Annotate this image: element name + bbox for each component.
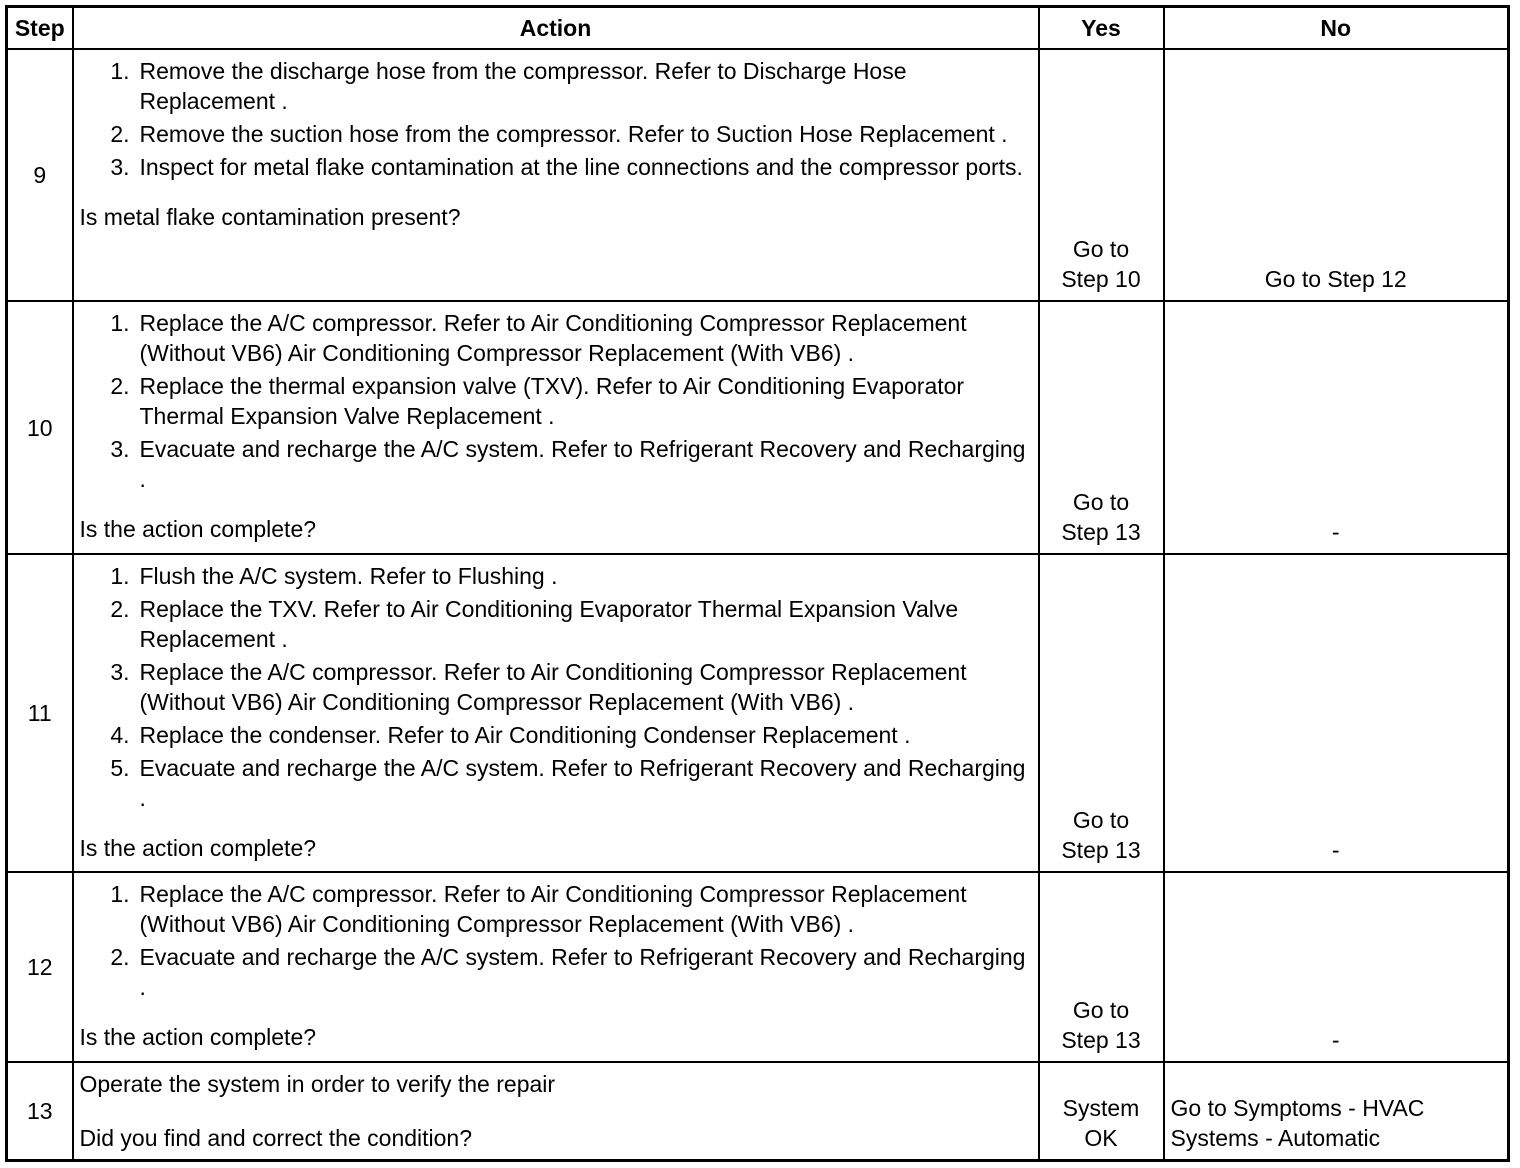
no-result: - bbox=[1164, 301, 1509, 554]
diagnostic-table bbox=[5, 5, 1510, 1162]
action-question: Did you find and correct the condition? bbox=[79, 1125, 473, 1151]
action-question: Is the action complete? bbox=[79, 1024, 317, 1050]
action-question: Is metal flake contamination present? bbox=[79, 204, 461, 230]
action-list bbox=[80, 561, 1034, 813]
yes-result: Go to Step 13 bbox=[1039, 301, 1164, 554]
yes-result: System OK bbox=[1039, 1062, 1164, 1160]
list-item: 1. Remove the discharge hose from the compressor. Refer to Discharge Hose Replacement . bbox=[110, 58, 907, 114]
list-item: 1. Replace the A/C compressor. Refer to Air Conditioning Compressor Replacement (Without VB6) Air Conditioning Compressor Replacement (With VB6) . bbox=[110, 881, 967, 937]
no-result: Go to Step 12 bbox=[1164, 49, 1509, 301]
list-item: 2. Evacuate and recharge the A/C system. Refer to Refrigerant Recovery and Recharging . bbox=[110, 944, 1026, 1000]
yes-result: Go to Step 10 bbox=[1039, 49, 1164, 301]
action-cell bbox=[73, 554, 1039, 872]
step-number: 13 bbox=[7, 1062, 73, 1160]
list-item: 3. Evacuate and recharge the A/C system. Refer to Refrigerant Recovery and Recharging . bbox=[110, 436, 1026, 492]
no-result: - bbox=[1164, 554, 1509, 872]
list-item: 1. Replace the A/C compressor. Refer to Air Conditioning Compressor Replacement (Without VB6) Air Conditioning Compressor Replacement (With VB6) . bbox=[110, 310, 967, 366]
action-list bbox=[80, 56, 1034, 182]
header-action: Action bbox=[73, 7, 1039, 50]
list-item: 3. Replace the A/C compressor. Refer to Air Conditioning Compressor Replacement (Without VB6) Air Conditioning Compressor Replacement (With VB6) . bbox=[110, 659, 967, 715]
table-row bbox=[7, 872, 1509, 1062]
action-cell bbox=[73, 301, 1039, 554]
no-result: Go to Symptoms - HVAC Systems - Automatic bbox=[1164, 1062, 1509, 1160]
step-number: 12 bbox=[7, 872, 73, 1062]
table-row bbox=[7, 1062, 1509, 1160]
yes-result: Go to Step 13 bbox=[1039, 872, 1164, 1062]
step-number: 11 bbox=[7, 554, 73, 872]
table-row bbox=[7, 301, 1509, 554]
no-result: - bbox=[1164, 872, 1509, 1062]
action-question: Is the action complete? bbox=[79, 516, 317, 542]
action-list bbox=[80, 879, 1034, 1002]
list-item: 5. Evacuate and recharge the A/C system. Refer to Refrigerant Recovery and Recharging . bbox=[110, 755, 1026, 811]
action-list bbox=[80, 308, 1034, 494]
table-row bbox=[7, 554, 1509, 872]
action-cell bbox=[73, 49, 1039, 301]
table-row bbox=[7, 49, 1509, 301]
table-header-row bbox=[7, 7, 1509, 50]
step-number: 9 bbox=[7, 49, 73, 301]
list-item: 2. Replace the TXV. Refer to Air Conditioning Evaporator Thermal Expansion Valve Replacement . bbox=[110, 596, 959, 652]
list-item: 1. Flush the A/C system. Refer to Flushing . bbox=[110, 563, 558, 589]
action-text: Operate the system in order to verify the repair bbox=[79, 1071, 556, 1097]
list-item: 2. Remove the suction hose from the compressor. Refer to Suction Hose Replacement . bbox=[110, 121, 1008, 147]
action-question: Is the action complete? bbox=[79, 835, 317, 861]
header-no: No bbox=[1164, 7, 1509, 50]
header-yes: Yes bbox=[1039, 7, 1164, 50]
action-cell bbox=[73, 1062, 1039, 1160]
yes-result: Go to Step 13 bbox=[1039, 554, 1164, 872]
step-number: 10 bbox=[7, 301, 73, 554]
list-item: 4. Replace the condenser. Refer to Air Conditioning Condenser Replacement . bbox=[110, 722, 911, 748]
header-step: Step bbox=[7, 7, 73, 50]
list-item: 3. Inspect for metal flake contamination at the line connections and the compressor ports. bbox=[110, 154, 1023, 180]
action-cell bbox=[73, 872, 1039, 1062]
list-item: 2. Replace the thermal expansion valve (TXV). Refer to Air Conditioning Evaporator Thermal Expansion Valve Replacement . bbox=[110, 373, 965, 429]
